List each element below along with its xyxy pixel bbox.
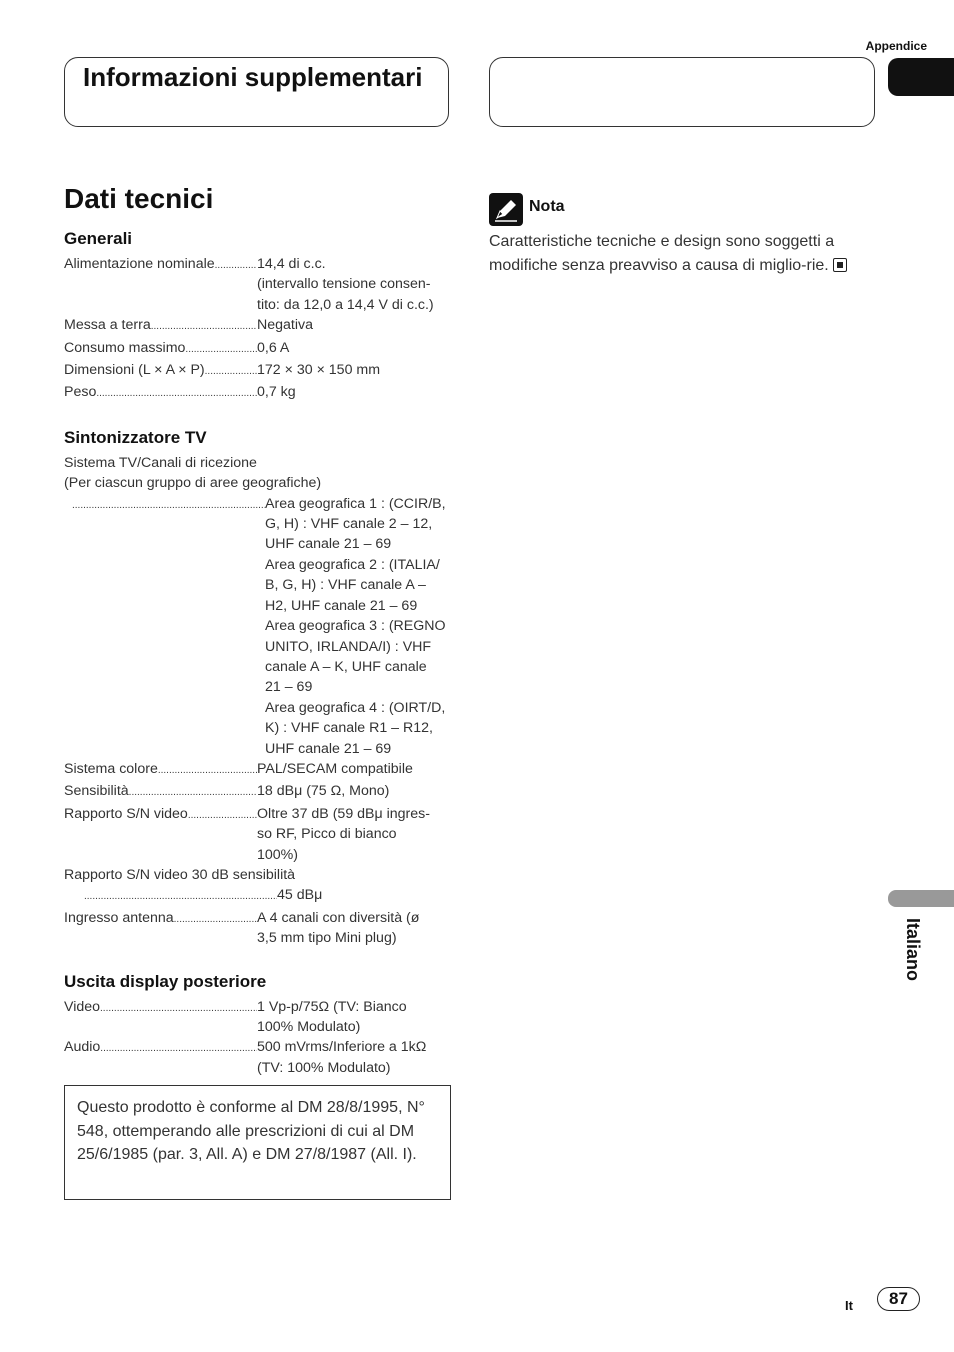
- spec-value: Oltre 37 dB (59 dBμ ingres- so RF, Picco di bianco 100%): [257, 805, 430, 863]
- appendix-label: Appendice: [865, 39, 927, 53]
- spec-row: [64, 908, 448, 949]
- page-number: 87: [877, 1287, 920, 1311]
- spec-label: Sensibilità: [64, 783, 129, 800]
- spec-value: 45 dBμ: [277, 887, 323, 904]
- spec-label: Ingresso antenna: [64, 909, 174, 926]
- spec-label: Consumo massimo: [64, 339, 186, 356]
- spec-row: [64, 254, 448, 315]
- spec-value: 18 dBμ (75 Ω, Mono): [257, 783, 390, 800]
- section-tab: [888, 58, 954, 96]
- section-title: Dati tecnici: [64, 183, 214, 214]
- language-code: It: [845, 1298, 853, 1313]
- spec-row: [64, 494, 448, 759]
- spec-label: Audio: [64, 1039, 101, 1056]
- spec-value: 500 mVrms/Inferiore a 1kΩ (TV: 100% Modulato): [257, 1039, 427, 1076]
- spec-label: Messa a terra: [64, 317, 151, 334]
- spec-intro: Rapporto S/N video 30 dB sensibilità: [64, 866, 296, 883]
- spec-value: A 4 canali con diversità (ø 3,5 mm tipo Mini plug): [257, 909, 420, 947]
- spec-label: Alimentazione nominale: [64, 256, 215, 272]
- spec-group-rear-display: [64, 971, 448, 1079]
- note-text: [489, 230, 877, 277]
- spec-row: [64, 360, 448, 382]
- spec-value: 14,4 di c.c. (intervallo tensione consen- tito: da 12,0 a 14,4 V di c.c.): [257, 256, 434, 313]
- spec-intro: (Per ciascun gruppo di aree geografiche): [64, 475, 322, 492]
- group-title: Generali: [64, 229, 133, 248]
- spec-group-tv-tuner: [64, 427, 448, 949]
- specs-column: [64, 228, 448, 1100]
- spec-label: Sistema colore: [64, 760, 158, 777]
- spec-value: Area geografica 1 : (CCIR/B, G, H) : VHF canale 2 – 12, UHF canale 21 – 69 Area geografica 2 : (ITALIA/ B, G, H) : VHF canale A – H2, UHF canale 21 – 69 Area geografica 3 : (REGNO UNITO, IRLANDA/I) : VHF canale A – K, UHF canale 21 – 69 Area geografica 4 : (OIRT/D, K) : VHF canale R1 – R12, UHF canale 21 – 69: [265, 495, 446, 757]
- note-body: Caratteristiche tecniche e design sono soggetti a modifiche senza preavviso a causa di miglio-rie.: [489, 233, 835, 274]
- spec-row: [64, 338, 448, 360]
- spec-value: 172 × 30 × 150 mm: [257, 362, 381, 379]
- spec-label: Rapporto S/N video: [64, 805, 188, 822]
- spec-intro: Sistema TV/Canali di ricezione: [64, 454, 257, 471]
- spec-group-general: [64, 228, 448, 405]
- spec-label: Video: [64, 998, 101, 1015]
- page-header-title: Informazioni supplementari: [64, 57, 449, 127]
- spec-row: [64, 997, 448, 1038]
- spec-value: 0,7 kg: [257, 384, 296, 401]
- spec-row: [64, 759, 448, 781]
- spec-row: [64, 1037, 448, 1078]
- end-mark-icon: [833, 258, 847, 272]
- group-title: Uscita display posteriore: [64, 971, 267, 991]
- spec-value: 1 Vp-p/75Ω (TV: Bianco 100% Modulato): [257, 998, 407, 1035]
- spec-row: [64, 804, 448, 865]
- spec-value: 0,6 A: [257, 339, 290, 356]
- spec-label: Dimensioni (L × A × P): [64, 362, 205, 379]
- header-empty-box: [489, 57, 875, 127]
- spec-value: Negativa: [257, 317, 313, 334]
- compliance-notice: Questo prodotto è conforme al DM 28/8/1995, N° 548, ottemperando alle prescrizioni di cui al DM 25/6/1985 (par. 3, All. A) e DM 27/8/1987 (All. I).: [64, 1085, 451, 1200]
- spec-row: [64, 781, 448, 803]
- spec-label: Peso: [64, 384, 97, 401]
- group-title: Sintonizzatore TV: [64, 427, 207, 447]
- language-tab: [888, 890, 954, 907]
- spec-value: PAL/SECAM compatibile: [257, 760, 413, 777]
- spec-row: [64, 382, 448, 404]
- language-label: Italiano: [903, 918, 923, 982]
- spec-row: [64, 315, 448, 337]
- pencil-icon: [489, 193, 523, 226]
- note-title: Nota: [529, 198, 565, 215]
- spec-row: [64, 885, 448, 907]
